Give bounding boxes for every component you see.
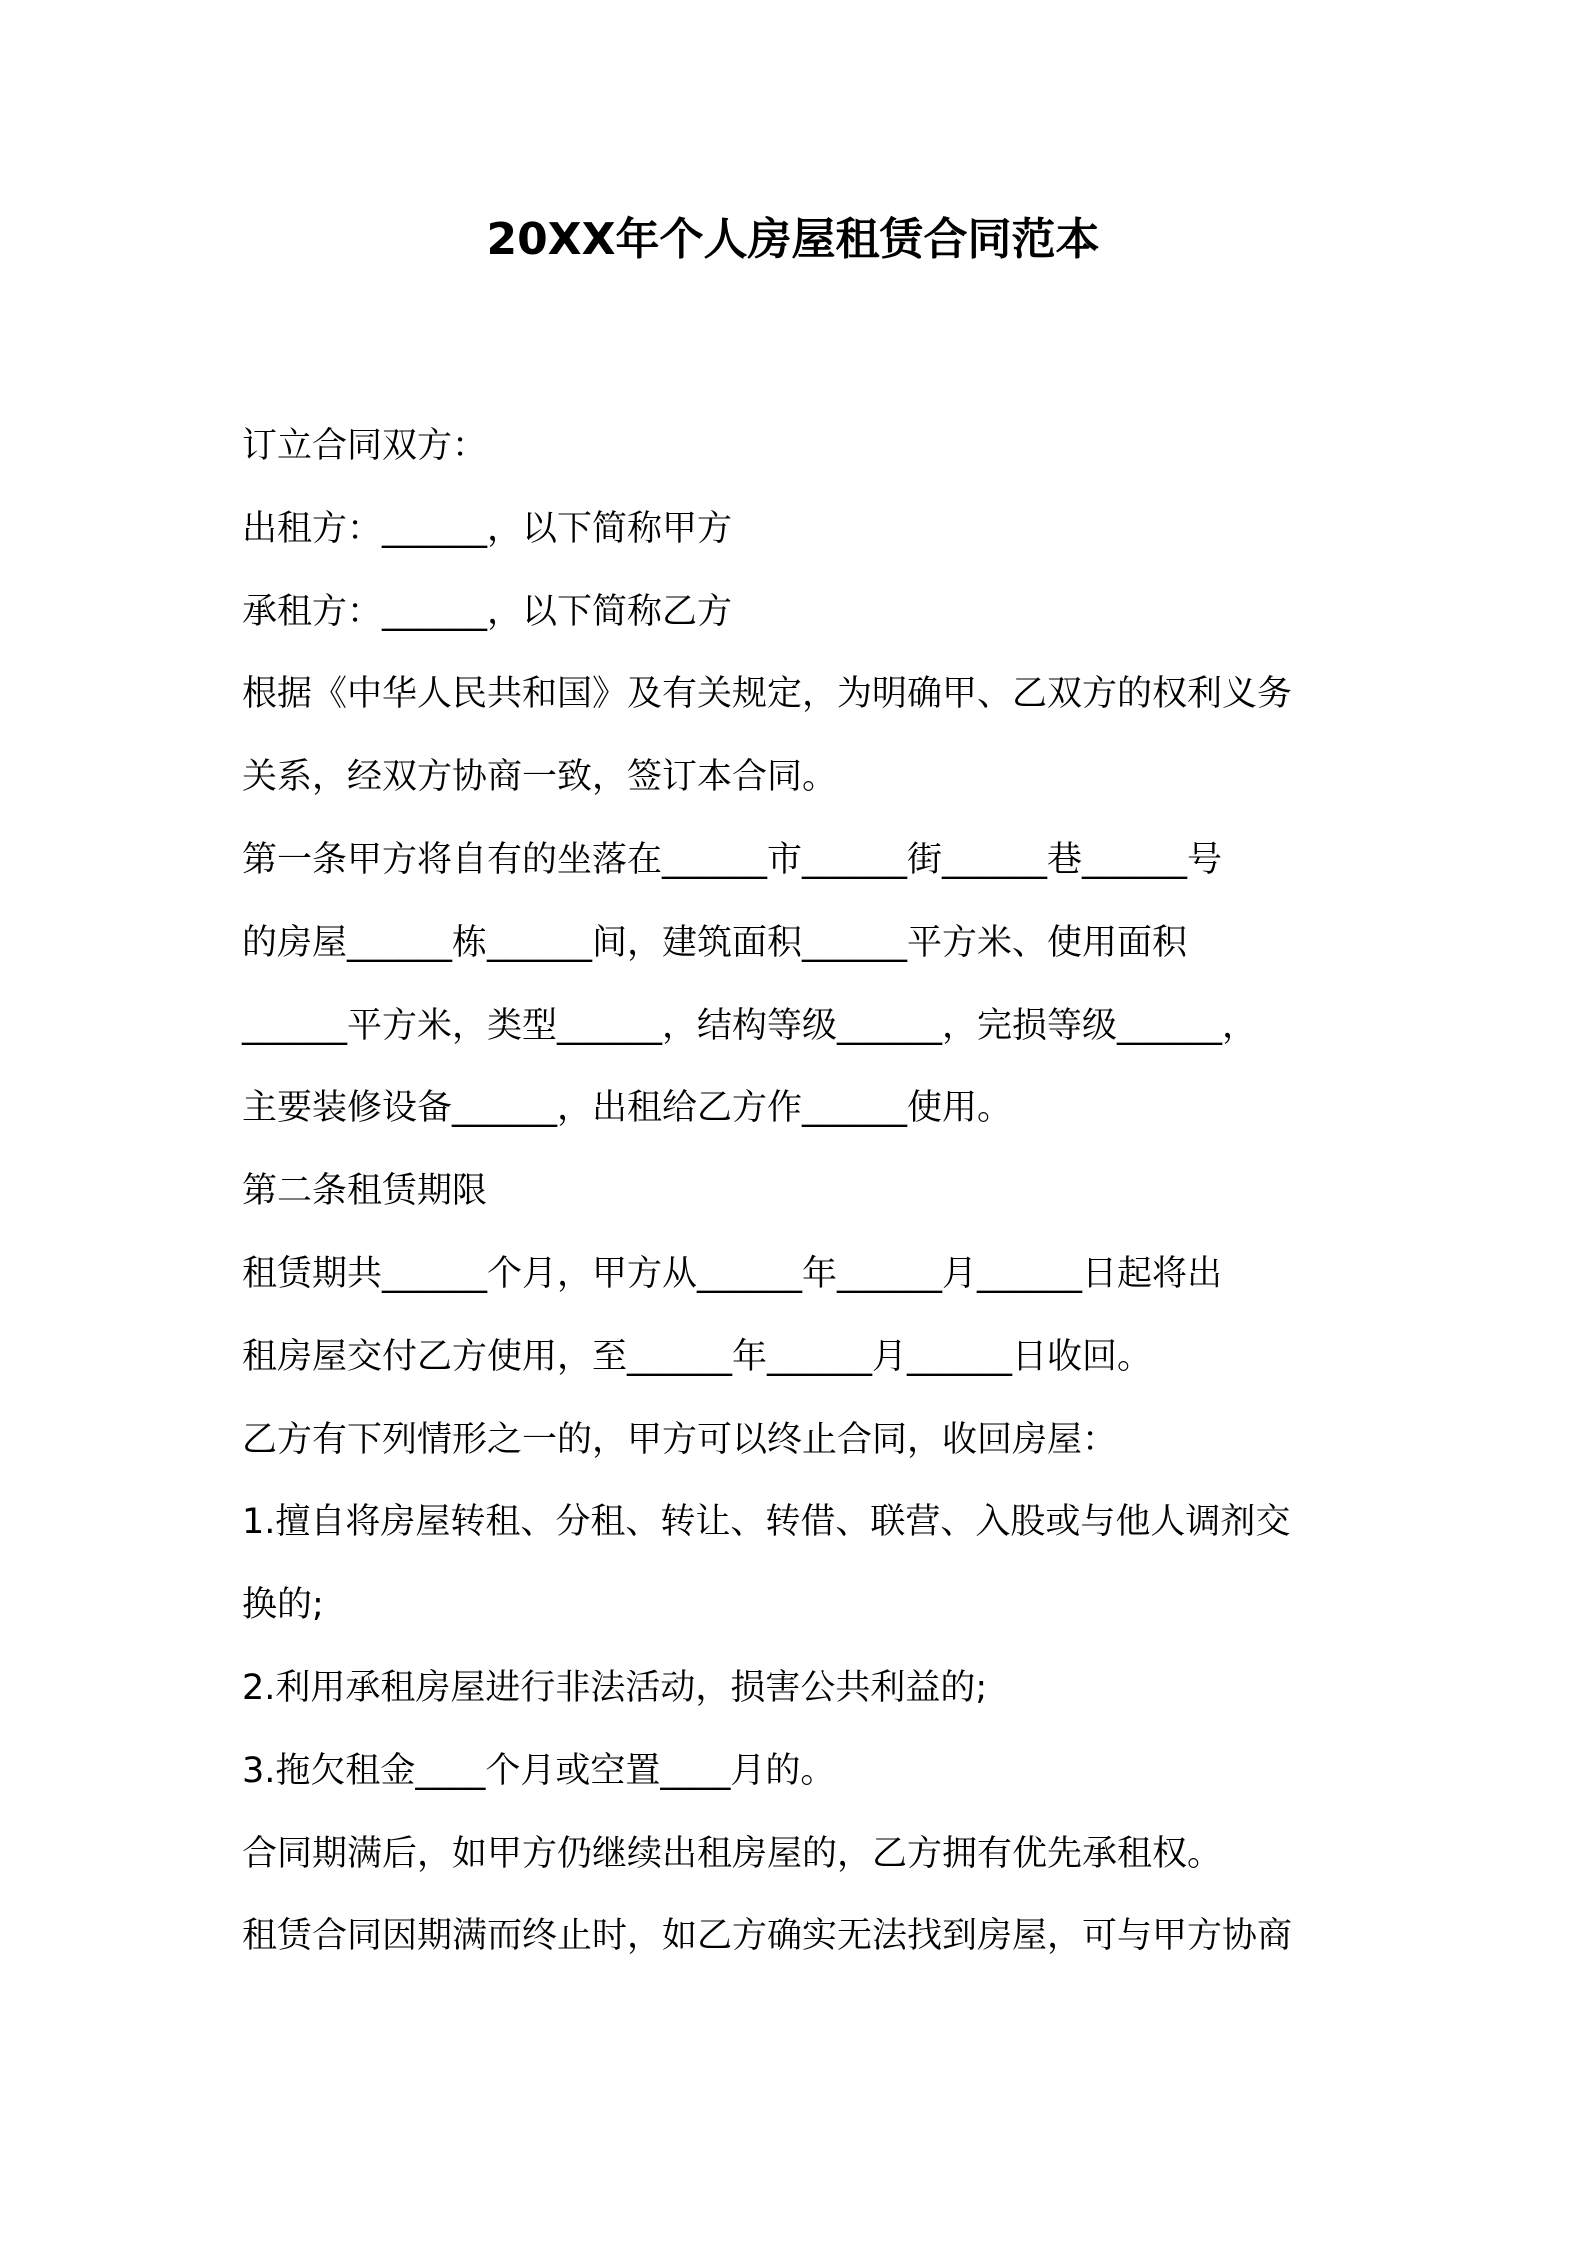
text-line: 订立合同双方：	[242, 426, 488, 466]
text-line: 出租方：______，以下简称甲方	[242, 508, 733, 549]
text-line: 换的;	[242, 1585, 324, 1626]
text-line: 租房屋交付乙方使用，至______年______月______日收回。	[242, 1336, 1153, 1377]
text-line: 承租方：______，以下简称乙方	[242, 591, 733, 632]
document-title: 20XX年个人房屋租赁合同范本	[486, 214, 1100, 265]
text-line: 根据《中华人民共和国》及有关规定，为明确甲、乙双方的权利义务	[242, 674, 1293, 715]
text-line: 的房屋______栋______间，建筑面积______平方米、使用面积	[242, 922, 1188, 963]
text-line: 第二条租赁期限	[242, 1171, 488, 1212]
text-line: 租赁期共______个月，甲方从______年______月______日起将出	[242, 1253, 1223, 1294]
text-line: 租赁合同因期满而终止时，如乙方确实无法找到房屋，可与甲方协商	[242, 1916, 1293, 1957]
text-line: 3.拖欠租金____个月或空置____月的。	[242, 1750, 836, 1791]
text-line: 关系，经双方协商一致，签订本合同。	[242, 757, 838, 798]
text-line: 第一条甲方将自有的坐落在______市______街______巷______号	[242, 839, 1223, 880]
text-line: 合同期满后，如甲方仍继续出租房屋的，乙方拥有优先承租权。	[242, 1833, 1223, 1874]
text-line: 乙方有下列情形之一的，甲方可以终止合同，收回房屋：	[242, 1419, 1118, 1460]
document-body	[242, 405, 1372, 1978]
text-line: ______平方米，类型______，结构等级______，完损等级______，	[242, 1005, 1258, 1046]
text-line: 2.利用承租房屋进行非法活动，损害公共利益的;	[242, 1667, 988, 1708]
text-line: 1.擅自将房屋转租、分租、转让、转借、联营、入股或与他人调剂交	[242, 1502, 1291, 1543]
text-line: 主要装修设备______，出租给乙方作______使用。	[242, 1088, 1013, 1129]
